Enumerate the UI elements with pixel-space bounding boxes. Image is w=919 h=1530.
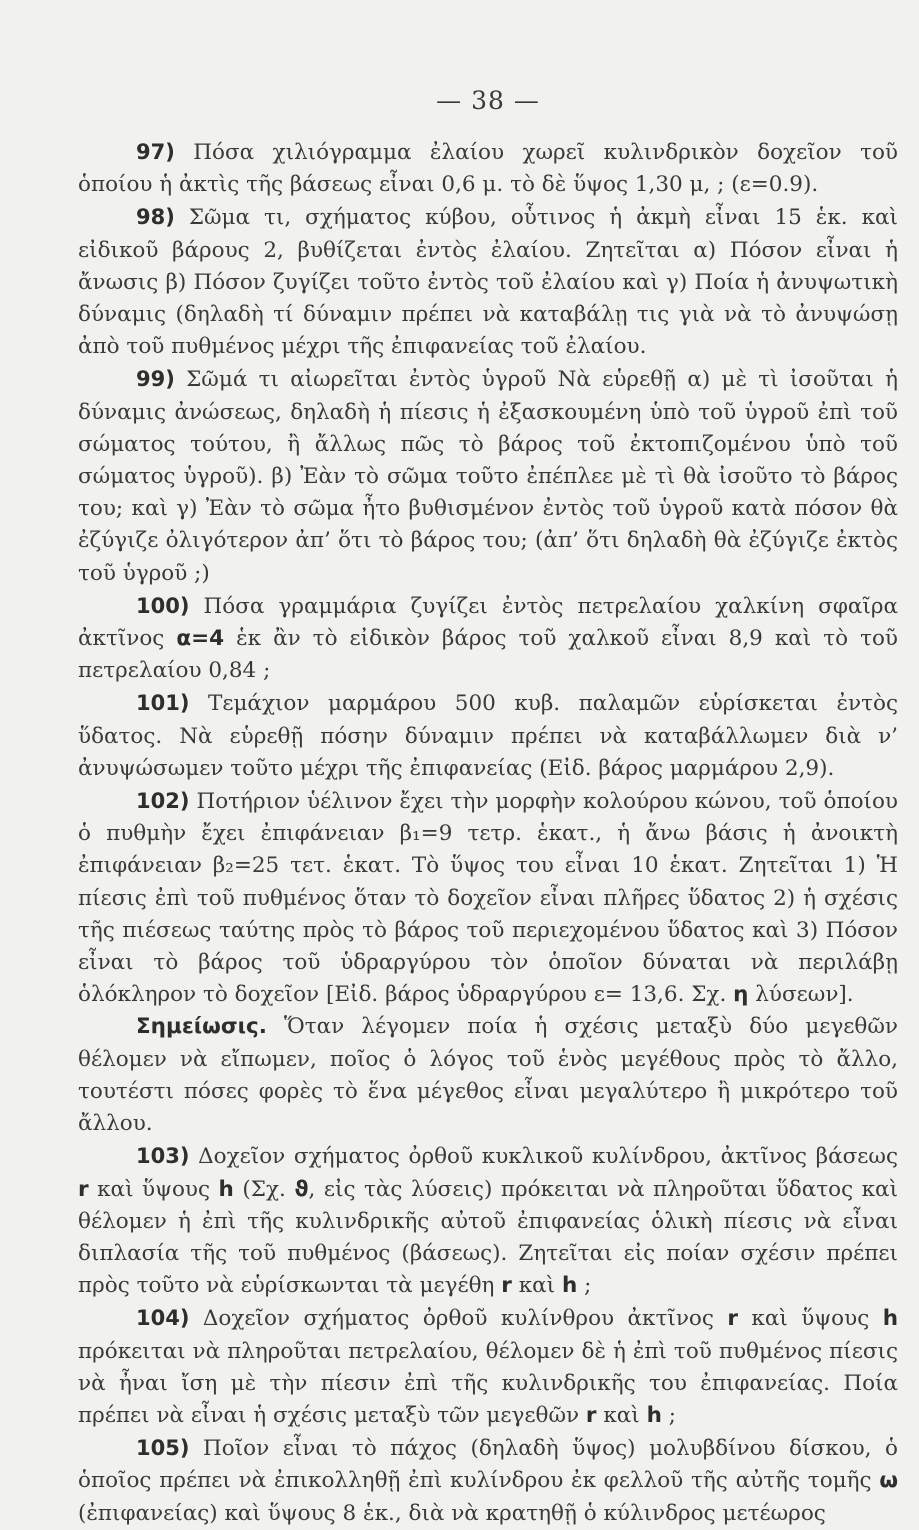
problem-number: 97)	[136, 140, 175, 164]
variable-omega: ω	[879, 1468, 898, 1494]
problem-text: καὶ	[511, 1273, 562, 1299]
problem-text: ;	[577, 1273, 592, 1299]
variable-h: h	[561, 1273, 578, 1299]
note-text: Ὅταν λέγομεν ποία ἡ σχέσις μεταξὺ δύο μεγεθῶν θέλομεν νὰ εἴπωμεν, ποῖος ὁ λόγος τοῦ ἑνὸς μεγέθους πρὸς τὸ ἄλλο, τουτέστι πόσες φορὲς τὸ ἕνα μέγεθος εἶναι μεγαλύτερο ἢ μικρότερο τοῦ ἄλλου.	[78, 1014, 898, 1137]
problem-103	[78, 1140, 898, 1302]
problem-text: Δοχεῖον σχήματος ὀρθοῦ κυκλικοῦ κυλίνδρου, ἀκτῖνος βάσεως	[198, 1144, 898, 1170]
problem-text: ;	[661, 1402, 676, 1428]
figure-ref: ϑ	[294, 1176, 309, 1202]
problem-number: 100)	[136, 593, 190, 618]
variable-r: r	[727, 1306, 738, 1332]
problem-number: 105)	[136, 1436, 190, 1461]
problem-98	[78, 201, 898, 363]
figure-ref: η	[733, 982, 749, 1008]
problem-text: καὶ	[596, 1402, 647, 1428]
problem-text: καὶ ὕψους	[737, 1306, 883, 1332]
page-body	[78, 136, 898, 1530]
problem-text: Σῶμα τι, σχήματος κύβου, οὗτινος ἡ ἀκμὴ εἶναι 15 ἑκ. καὶ εἰδικοῦ βάρους 2, βυθίζεται ἐντὸς ἐλαίου. Ζητεῖται α) Πόσον εἶναι ἡ ἄνωσις β) Πόσον ζυγίζει τοῦτο ἐντὸς τοῦ ἐλαίου καὶ γ) Ποία ἡ ἀνυψωτικὴ δύναμις (δηλαδὴ τί δύναμιν πρέπει νὰ καταβάλῃ τις γιὰ νὰ τὸ ἀνυψώσῃ ἀπὸ τοῦ πυθμένος μέχρι τῆς ἐπιφανείας τοῦ ἐλαίου.	[78, 205, 898, 360]
problem-number: 98)	[136, 205, 175, 230]
variable-h: h	[882, 1306, 899, 1332]
variable-alpha: α=4	[176, 626, 225, 652]
problem-number: 99)	[136, 367, 175, 392]
problem-text: Τεμάχιον μαρμάρου 500 κυβ. παλαμῶν εὑρίσκεται ἐντὸς ὕδατος. Νὰ εὑρεθῇ πόσην δύναμιν πρέπει νὰ καταβάλλωμεν διὰ ν’ ἀνυψώσωμεν τοῦτο μέχρι τῆς ἐπιφανείας (Εἰδ. βάρος μαρμάρου 2,9).	[78, 691, 898, 781]
problem-text: Σῶμά τι αἰωρεῖται ἐντὸς ὑγροῦ Νὰ εὑρεθῇ α) μὲ τὶ ἰσοῦται ἡ δύναμις ἀνώσεως, δηλαδὴ ἡ πίεσις ἡ ἐξασκουμένη ὑπὸ τοῦ ὑγροῦ ἐπὶ τοῦ σώματος τούτου, ἢ ἄλλως πῶς τὸ βάρος τοῦ ἐκτοπιζομένου ὑπὸ τοῦ σώματος ὑγροῦ). β) Ἐὰν τὸ σῶμα τοῦτο ἐπέπλεε μὲ τὶ θὰ ἰσοῦτο τὸ βάρος του; καὶ γ) Ἐὰν τὸ σῶμα ἦτο βυθισμένον ἐντὸς τοῦ ὑγροῦ κατὰ πόσον θὰ ἐζύγιζε ὀλιγότερον ἀπ’ ὅτι τὸ βάρος του; (ἀπ’ ὅτι δηλαδὴ θὰ ἐζύγιζε ἐκτὸς τοῦ ὑγροῦ ;)	[78, 367, 898, 586]
problem-number: 104)	[136, 1306, 190, 1331]
problem-97	[78, 136, 898, 201]
problem-text: ἑκ ἂν τὸ εἰδικὸν βάρος τοῦ χαλκοῦ εἶναι 8,9 καὶ τὸ τοῦ πετρελαίου 0,84 ;	[78, 626, 898, 684]
problem-number: 101)	[136, 691, 190, 716]
problem-text: καὶ ὕψους	[88, 1176, 219, 1202]
problem-text: λύσεων].	[748, 982, 854, 1008]
problem-text: Ποῖον εἶναι τὸ πάχος (δηλαδὴ ὕψος) μολυβδίνου δίσκου, ὁ ὁποῖος πρέπει νὰ ἐπικολληθῇ ἐπὶ κυλίνδρου ἐκ φελλοῦ τῆς αὐτῆς τομῆς	[78, 1436, 898, 1494]
problem-text: Πόσα γραμμάρια ζυγίζει ἐντὸς πετρελαίου χαλκίνη σφαῖρα ἀκτῖνος	[78, 593, 898, 652]
problem-102	[78, 785, 898, 1011]
problem-101	[78, 687, 898, 785]
problem-99	[78, 363, 898, 589]
problem-text: (Σχ.	[233, 1176, 295, 1202]
variable-h: h	[218, 1176, 234, 1202]
problem-number: 102)	[136, 789, 190, 814]
note	[78, 1011, 898, 1140]
book-page	[78, 0, 899, 1526]
variable-r: r	[585, 1402, 597, 1428]
problem-text: , εἰς τὰς λύσεις) πρόκειται νὰ πληροῦται ὕδατος καὶ θέλομεν ἡ ἐπὶ τῆς κυλινδρικῆς αὐτοῦ ἐπιφανείας ὁλικὴ πίεσις νὰ εἶναι διπλασία τῆς τοῦ πυθμένος (βάσεως). Ζητεῖται εἰς ποίαν σχέσιν πρέπει πρὸς τοῦτο νὰ εὑρίσκωνται τὰ μεγέθη	[78, 1176, 899, 1299]
problem-text: Ποτήριον ὑέλινον ἔχει τὴν μορφὴν κολούρου κώνου, τοῦ ὁποίου ὁ πυθμὴν ἔχει ἐπιφάνειαν β₁=9 τετρ. ἑκατ., ἡ ἄνω βάσις ἡ ἀνοικτὴ ἐπιφάνειαν β₂=25 τετ. ἑκατ. Τὸ ὕψος του εἶναι 10 ἑκατ. Ζητεῖται 1) Ἡ πίεσις ἐπὶ τοῦ πυθμένος ὅταν τὸ δοχεῖον εἶναι πλῆρες ὕδατος 2) ἡ σχέσις τῆς πιέσεως ταύτης πρὸς τὸ βάρος τοῦ περιεχομένου ὕδατος καὶ 3) Πόσον εἶναι τὸ βάρος τοῦ ὑδραργύρου τὸν ὁποῖον δύναται νὰ περιλάβῃ ὁλόκληρον τὸ δοχεῖον [Εἰδ. βάρος ὑδραργύρου ε= 13,6. Σχ.	[78, 789, 898, 1008]
variable-r: r	[501, 1273, 512, 1299]
problem-100	[78, 590, 898, 688]
problem-text: (ἐπιφανείας) καὶ ὕψους 8 ἑκ., διὰ νὰ κρατηθῇ ὁ κύλινδρος μετέωρος	[78, 1500, 826, 1526]
problem-number: 103)	[136, 1144, 190, 1169]
variable-h: h	[646, 1402, 662, 1428]
variable-r: r	[78, 1176, 89, 1202]
problem-text: Δοχεῖον σχήματος ὀρθοῦ κυλίνθρου ἀκτῖνος	[202, 1306, 728, 1332]
problem-text: πρόκειται νὰ πληροῦται πετρελαίου, θέλομεν δὲ ἡ ἐπὶ τοῦ πυθμένος πίεσις νὰ ἦναι ἴση μὲ τὴν πίεσιν ἐπὶ τῆς κυλινδρικῆς του ἐπιφανείας. Ποία πρέπει νὰ εἶναι ἡ σχέσις μεταξὺ τῶν μεγεθῶν	[78, 1338, 898, 1428]
page-number: — 38 —	[436, 86, 540, 115]
problem-text: Πόσα χιλιόγραμμα ἐλαίου χωρεῖ κυλινδρικὸν δοχεῖον τοῦ ὁποίου ἡ ἀκτὶς τῆς βάσεως εἶναι 0,6 μ. τὸ δὲ ὕψος 1,30 μ, ; (ε=0.9).	[78, 140, 898, 198]
problem-105	[78, 1432, 898, 1530]
problem-104	[78, 1302, 898, 1432]
note-label: Σημείωσις.	[136, 1014, 267, 1040]
